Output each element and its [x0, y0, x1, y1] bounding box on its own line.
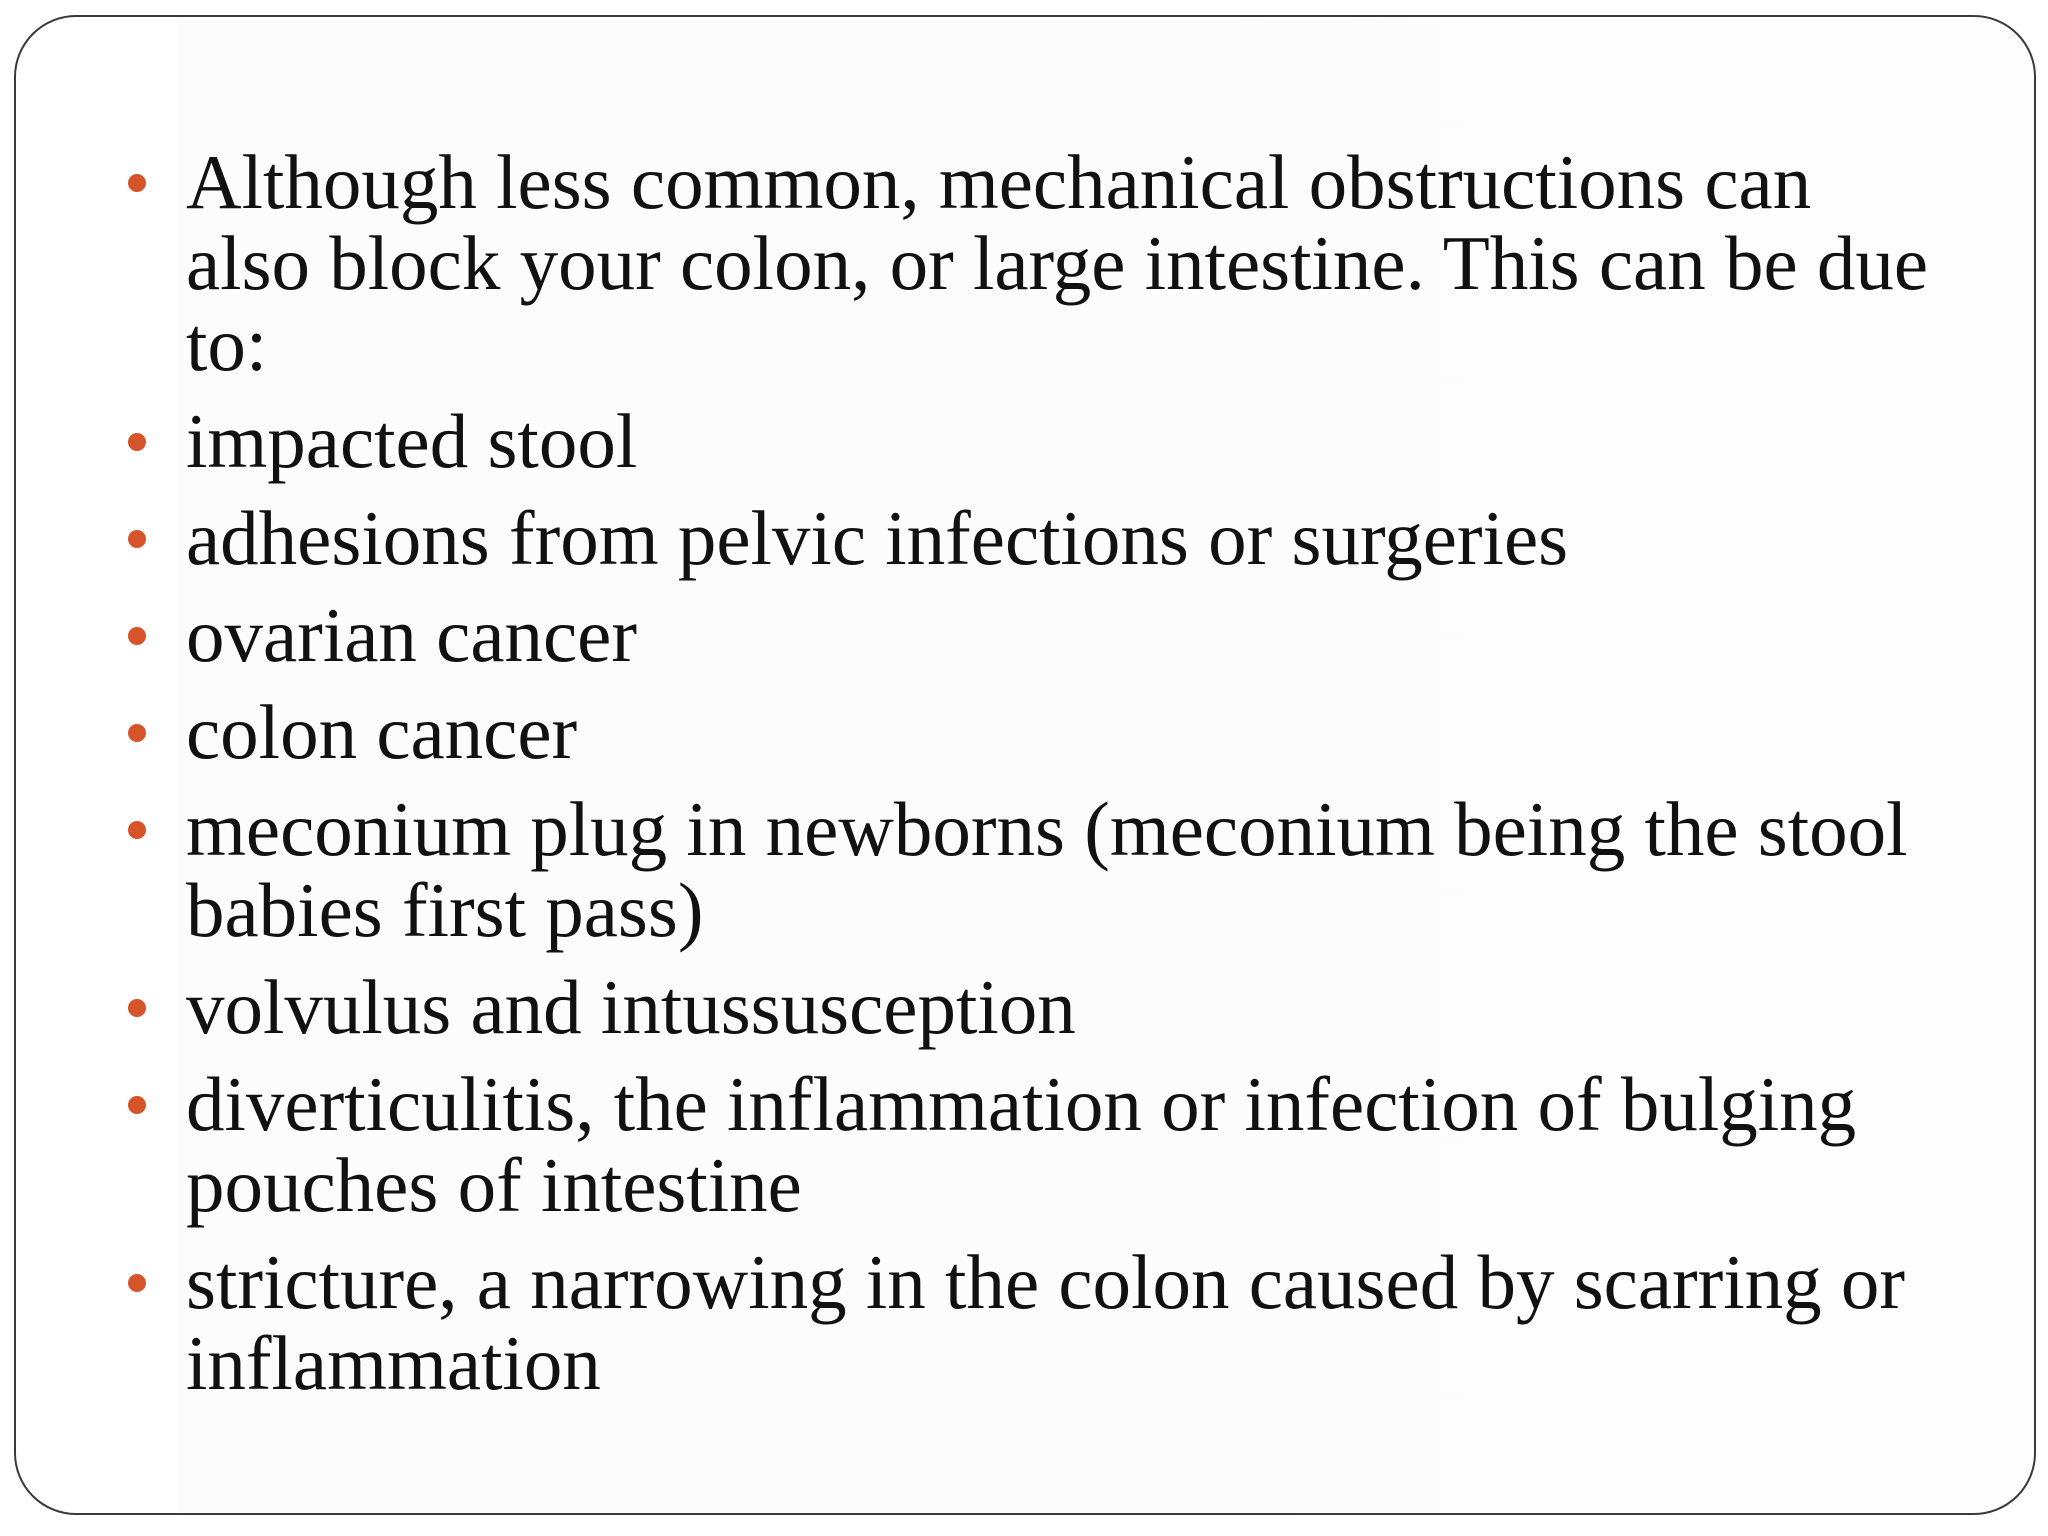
- bullet-text: stricture, a narrowing in the colon caused by scarring or inflammation: [186, 1239, 1906, 1406]
- bullet-text: ovarian cancer: [186, 592, 637, 678]
- bullet-dot-icon: [128, 999, 146, 1017]
- bullet-dot-icon: [128, 1096, 146, 1114]
- bullet-item: [120, 592, 1940, 678]
- bullet-text: adhesions from pelvic infections or surgeries: [186, 495, 1569, 581]
- bullet-text: impacted stool: [186, 398, 638, 484]
- bullet-item: [120, 786, 1940, 953]
- bullet-dot-icon: [128, 627, 146, 645]
- bullet-dot-icon: [128, 724, 146, 742]
- bullet-item: [120, 1239, 1940, 1406]
- bullet-list: [120, 139, 1940, 1406]
- bullet-dot-icon: [128, 174, 146, 192]
- bullet-text: volvulus and intussusception: [186, 964, 1076, 1050]
- bullet-item: [120, 495, 1940, 581]
- bullet-item: [120, 398, 1940, 484]
- bullet-dot-icon: [128, 433, 146, 451]
- bullet-text: colon cancer: [186, 689, 578, 775]
- bullet-text: Although less common, mechanical obstructions can also block your colon, or large intestine. This can be due to:: [186, 139, 1929, 387]
- bullet-item: [120, 139, 1940, 387]
- bullet-item: [120, 689, 1940, 775]
- bullet-dot-icon: [128, 530, 146, 548]
- bullet-item: [120, 1061, 1940, 1228]
- bullet-dot-icon: [128, 1274, 146, 1292]
- bullet-item: [120, 964, 1940, 1050]
- bullet-dot-icon: [128, 821, 146, 839]
- bullet-text: diverticulitis, the inflammation or infection of bulging pouches of intestine: [186, 1061, 1857, 1228]
- bullet-text: meconium plug in newborns (meconium being the stool babies first pass): [186, 786, 1908, 953]
- slide-content: [120, 139, 1940, 1420]
